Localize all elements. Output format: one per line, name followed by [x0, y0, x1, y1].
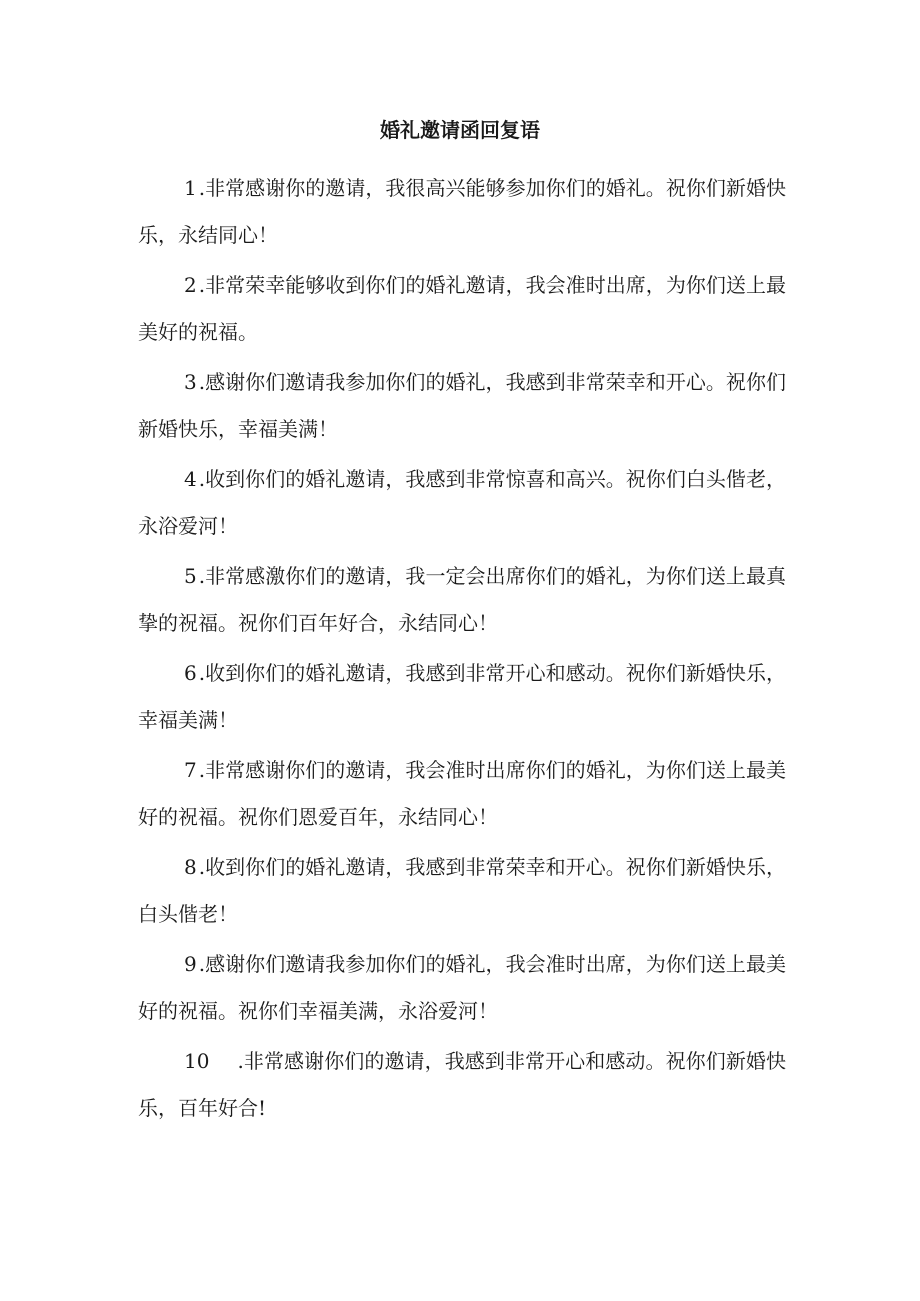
item-text: .非常感谢你的邀请，我很高兴能够参加你们的婚礼。祝你们新婚快乐，永结同心！: [138, 176, 786, 247]
item-number: 9: [184, 952, 199, 976]
reply-item-7: [138, 747, 786, 841]
item-number: 10: [184, 1049, 210, 1073]
item-number: 4: [184, 467, 199, 491]
reply-item-4: [138, 456, 786, 550]
item-text: .收到你们的婚礼邀请，我感到非常荣幸和开心。祝你们新婚快乐，白头偕老！: [138, 855, 786, 926]
item-number: 7: [184, 758, 199, 782]
item-text: .收到你们的婚礼邀请，我感到非常开心和感动。祝你们新婚快乐，幸福美满！: [138, 661, 786, 732]
item-text: .非常感激你们的邀请，我一定会出席你们的婚礼，为你们送上最真挚的祝福。祝你们百年好合，永结同心！: [138, 564, 786, 635]
reply-list: [138, 165, 786, 1135]
document-title: 婚礼邀请函回复语: [380, 118, 540, 142]
item-text: .非常感谢你们的邀请，我会准时出席你们的婚礼，为你们送上最美好的祝福。祝你们恩爱百年，永结同心！: [138, 758, 786, 829]
reply-item-3: [138, 359, 786, 453]
item-number: 3: [184, 370, 199, 394]
reply-item-8: [138, 844, 786, 938]
reply-item-9: [138, 941, 786, 1035]
reply-item-2: [138, 262, 786, 356]
reply-item-6: [138, 650, 786, 744]
item-number: 6: [184, 661, 199, 685]
item-text: .感谢你们邀请我参加你们的婚礼，我会准时出席，为你们送上最美好的祝福。祝你们幸福美满，永浴爱河！: [138, 952, 786, 1023]
item-text: .收到你们的婚礼邀请，我感到非常惊喜和高兴。祝你们白头偕老，永浴爱河！: [138, 467, 786, 538]
reply-item-5: [138, 553, 786, 647]
item-number: 2: [184, 273, 199, 297]
item-text: .非常荣幸能够收到你们的婚礼邀请，我会准时出席，为你们送上最美好的祝福。: [138, 273, 786, 344]
item-text: .非常感谢你们的邀请，我感到非常开心和感动。祝你们新婚快乐，百年好合!: [138, 1049, 786, 1120]
reply-item-1: [138, 165, 786, 259]
item-number: 1: [184, 176, 199, 200]
item-number: 5: [184, 564, 199, 588]
item-text: .感谢你们邀请我参加你们的婚礼，我感到非常荣幸和开心。祝你们新婚快乐，幸福美满！: [138, 370, 786, 441]
item-number: 8: [184, 855, 199, 879]
reply-item-10: [138, 1038, 786, 1132]
